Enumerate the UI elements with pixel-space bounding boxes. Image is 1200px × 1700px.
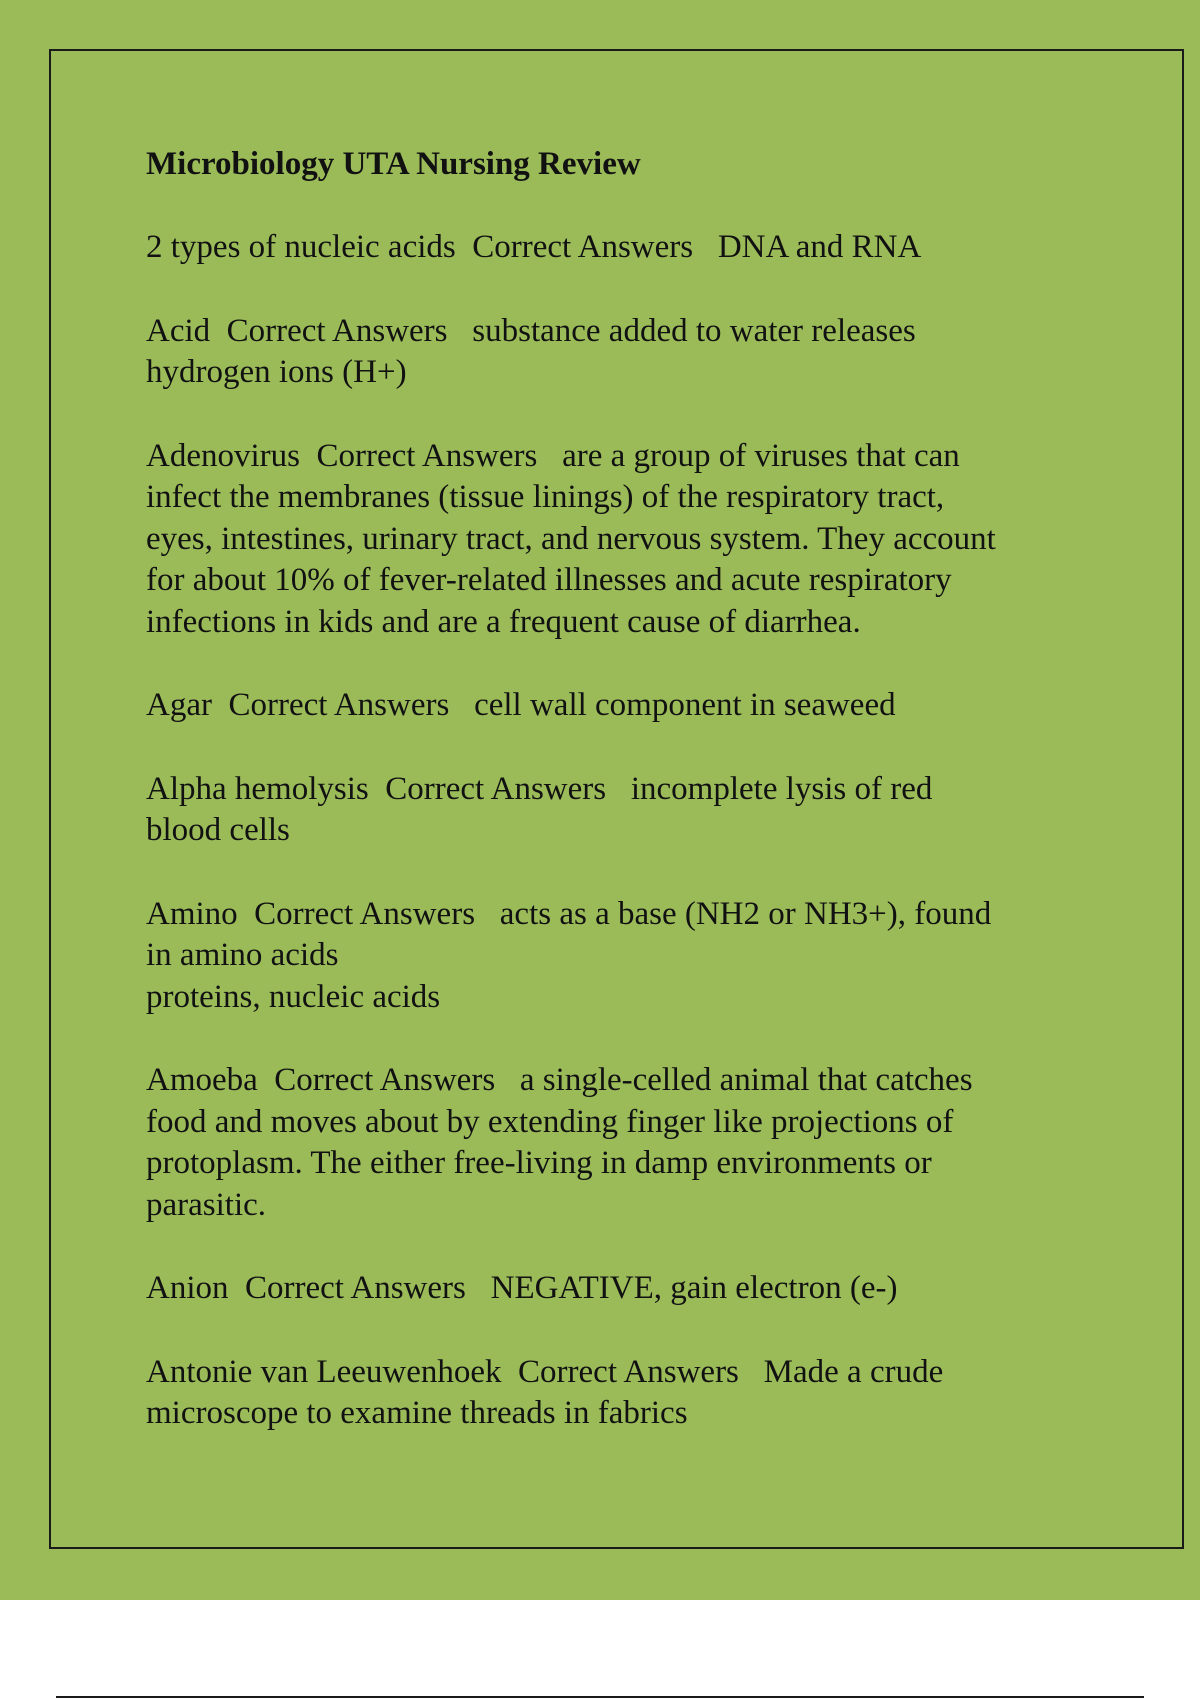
entry-acid: Acid Correct Answers substance added to water releases hydrogen ions (H+) <box>146 312 916 390</box>
entry-alpha-hemolysis: Alpha hemolysis Correct Answers incomplete lysis of red blood cells <box>146 770 933 848</box>
entry-leeuwenhoek: Antonie van Leeuwenhoek Correct Answers Made a crude microscope to examine threads in fabrics <box>146 1353 944 1431</box>
entry-nucleic-acids: 2 types of nucleic acids Correct Answers DNA and RNA <box>146 229 922 265</box>
entry-amoeba: Amoeba Correct Answers a single-celled animal that catches food and moves about by extending finger like projections of protoplasm. The either free-living in damp environments or parasitic. <box>146 1062 973 1223</box>
document-title: Microbiology UTA Nursing Review <box>146 146 641 182</box>
entry-anion: Anion Correct Answers NEGATIVE, gain electron (e-) <box>146 1270 898 1306</box>
entry-adenovirus: Adenovirus Correct Answers are a group of viruses that can infect the membranes (tissue linings) of the respiratory tract, eyes, intestines, urinary tract, and nervous system. They account for about 10% of fever-related illnesses and acute respiratory infections in kids and are a frequent cause of diarrhea. <box>146 437 996 640</box>
entry-agar: Agar Correct Answers cell wall component in seaweed <box>146 687 896 723</box>
document-body <box>146 143 1086 1477</box>
footer-divider-line <box>56 1696 1144 1698</box>
entry-amino: Amino Correct Answers acts as a base (NH2 or NH3+), found in amino acids proteins, nucleic acids <box>146 895 992 1015</box>
